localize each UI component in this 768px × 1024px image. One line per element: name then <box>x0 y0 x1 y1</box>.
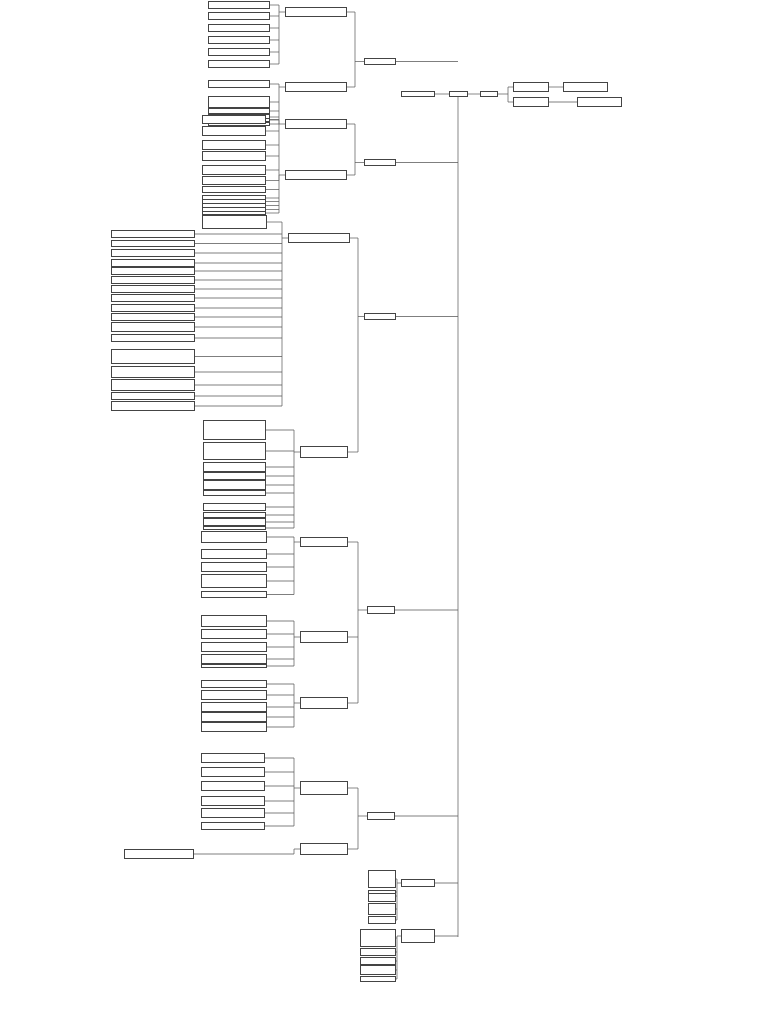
section-node[interactable] <box>364 58 396 65</box>
topic-node[interactable] <box>513 97 549 107</box>
leaf-node[interactable] <box>201 664 267 668</box>
leaf-node[interactable] <box>202 151 266 161</box>
leaf-node[interactable] <box>208 24 270 32</box>
leaf-node[interactable] <box>201 690 267 700</box>
leaf-node[interactable] <box>368 916 396 924</box>
leaf-node[interactable] <box>203 480 266 490</box>
topic-node[interactable] <box>300 631 348 643</box>
subtopic-node[interactable] <box>577 97 622 107</box>
leaf-node[interactable] <box>201 808 265 818</box>
leaf-node[interactable] <box>111 334 195 342</box>
leaf-node[interactable] <box>360 929 396 947</box>
leaf-node[interactable] <box>201 702 267 712</box>
topic-node[interactable] <box>285 82 347 92</box>
leaf-node[interactable] <box>201 574 267 588</box>
leaf-node[interactable] <box>201 591 267 598</box>
leaf-node[interactable] <box>203 518 266 526</box>
leaf-node[interactable] <box>201 531 267 543</box>
leaf-node[interactable] <box>360 976 396 982</box>
leaf-node[interactable] <box>208 60 270 68</box>
subtopic-node[interactable] <box>563 82 608 92</box>
leaf-node[interactable] <box>368 890 396 894</box>
topic-node[interactable] <box>285 119 347 129</box>
leaf-node[interactable] <box>208 1 270 9</box>
leaf-node[interactable] <box>202 186 266 193</box>
leaf-node[interactable] <box>111 294 195 302</box>
section-node[interactable] <box>364 159 396 166</box>
leaf-node[interactable] <box>111 285 195 293</box>
section-node[interactable] <box>401 879 435 887</box>
leaf-node[interactable] <box>201 781 265 791</box>
leaf-node[interactable] <box>111 259 195 267</box>
topic-node[interactable] <box>300 537 348 547</box>
leaf-node[interactable] <box>124 849 194 859</box>
leaf-node[interactable] <box>201 629 267 639</box>
leaf-node[interactable] <box>201 722 267 732</box>
leaf-node[interactable] <box>201 549 267 559</box>
leaf-node[interactable] <box>203 442 266 460</box>
leaf-node[interactable] <box>208 80 270 88</box>
leaf-node[interactable] <box>111 392 195 400</box>
leaf-node[interactable] <box>111 249 195 257</box>
leaf-node[interactable] <box>111 230 195 238</box>
leaf-node[interactable] <box>203 462 266 472</box>
leaf-node[interactable] <box>208 96 270 108</box>
topic-node[interactable] <box>288 233 350 243</box>
leaf-node[interactable] <box>201 615 267 627</box>
leaf-node[interactable] <box>111 304 195 312</box>
topic-node[interactable] <box>300 843 348 855</box>
leaf-node[interactable] <box>208 12 270 20</box>
leaf-node[interactable] <box>368 903 396 915</box>
leaf-node[interactable] <box>202 126 266 136</box>
leaf-node[interactable] <box>202 176 266 185</box>
leaf-node[interactable] <box>202 115 266 124</box>
leaf-node[interactable] <box>208 48 270 56</box>
topic-node[interactable] <box>513 82 549 92</box>
leaf-node[interactable] <box>201 712 267 722</box>
leaf-node[interactable] <box>111 313 195 321</box>
topic-node[interactable] <box>285 170 347 180</box>
leaf-node[interactable] <box>368 870 396 888</box>
branch-node[interactable] <box>401 91 435 97</box>
leaf-node[interactable] <box>201 562 267 572</box>
section-node[interactable] <box>367 812 395 820</box>
leaf-node[interactable] <box>203 503 266 511</box>
leaf-node[interactable] <box>201 680 267 688</box>
leaf-node[interactable] <box>201 753 265 763</box>
leaf-node[interactable] <box>202 140 266 150</box>
leaf-node[interactable] <box>360 948 396 956</box>
leaf-node[interactable] <box>201 796 265 806</box>
leaf-node[interactable] <box>201 654 267 664</box>
leaf-node[interactable] <box>202 215 267 229</box>
leaf-node[interactable] <box>203 420 266 440</box>
branch-node[interactable] <box>480 91 498 97</box>
section-node[interactable] <box>401 929 435 943</box>
leaf-node[interactable] <box>111 276 195 284</box>
leaf-node[interactable] <box>111 267 195 275</box>
leaf-node[interactable] <box>203 490 266 496</box>
leaf-node[interactable] <box>111 322 195 332</box>
topic-node[interactable] <box>285 7 347 17</box>
root-node[interactable] <box>449 91 468 97</box>
leaf-node[interactable] <box>360 965 396 975</box>
leaf-node[interactable] <box>111 240 195 247</box>
topic-node[interactable] <box>300 446 348 458</box>
leaf-node[interactable] <box>201 642 267 652</box>
topic-node[interactable] <box>300 781 348 795</box>
section-node[interactable] <box>367 606 395 614</box>
leaf-node[interactable] <box>202 165 266 175</box>
section-node[interactable] <box>364 313 396 320</box>
topic-node[interactable] <box>300 697 348 709</box>
leaf-node[interactable] <box>201 822 265 830</box>
leaf-node[interactable] <box>111 366 195 378</box>
leaf-node[interactable] <box>203 472 266 480</box>
leaf-node[interactable] <box>208 36 270 44</box>
leaf-node[interactable] <box>111 379 195 391</box>
leaf-node[interactable] <box>201 767 265 777</box>
leaf-node[interactable] <box>360 957 396 965</box>
leaf-node[interactable] <box>111 349 195 364</box>
leaf-node[interactable] <box>203 526 266 530</box>
leaf-node[interactable] <box>111 401 195 411</box>
